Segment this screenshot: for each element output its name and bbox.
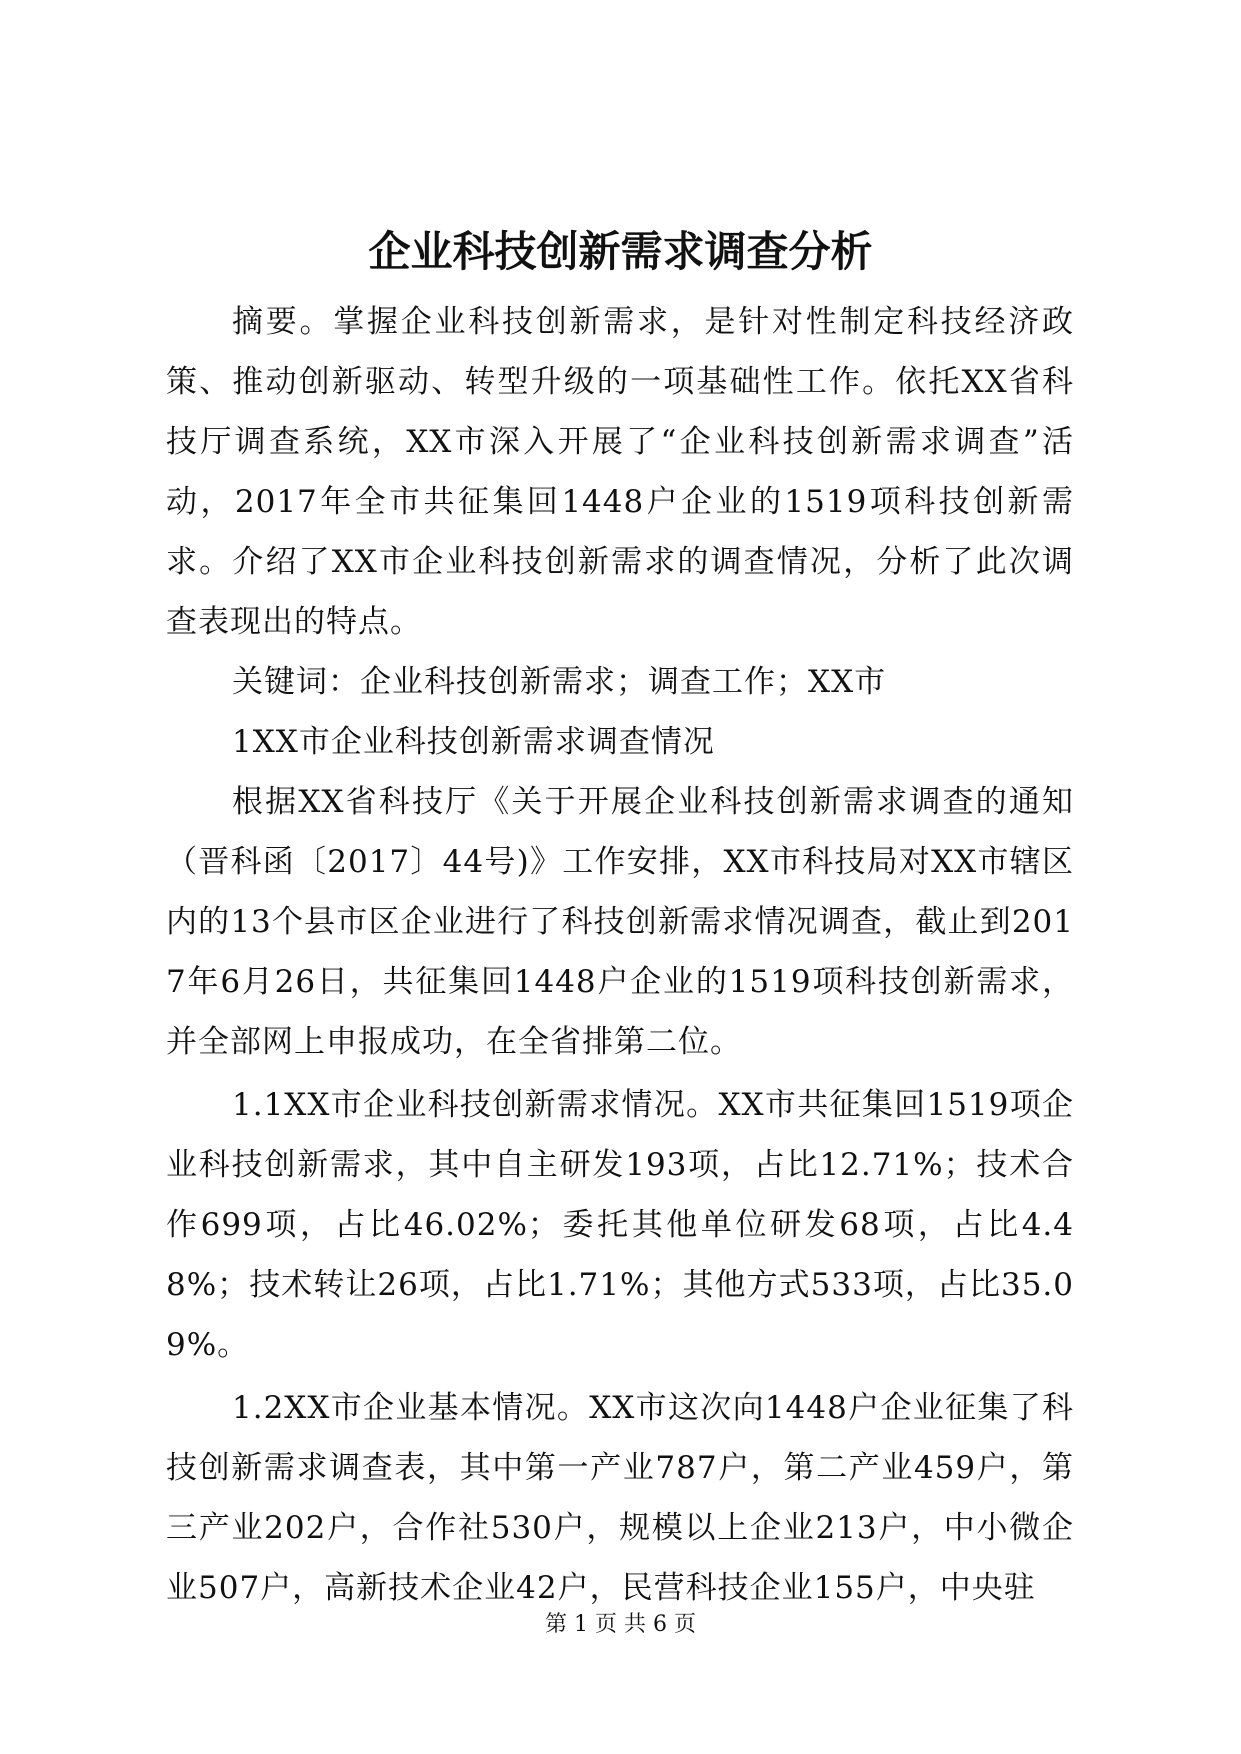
document-title: 企业科技创新需求调查分析 [368, 227, 873, 276]
body-paragraph: 根据XX省科技厅《关于开展企业科技创新需求调查的通知（晋科函〔2017〕44号)》工作安排，XX市科技局对XX市辖区内的13个县市区企业进行了科技创新需求情况调查，截止到2017年6月26日，共征集回1448户企业的1519项科技创新需求，并全部网上申报成功，在全省排第二位。 [166, 784, 1074, 1060]
keywords-paragraph: 关键词：企业科技创新需求；调查工作；XX市 [232, 664, 887, 700]
section-1-1-paragraph: 1.1XX市企业科技创新需求情况。XX市共征集回1519项企业科技创新需求，其中自主研发193项，占比12.71%；技术合作699项，占比46.02%；委托其他单位研发68项，占比4.48%；技术转让26项，占比1.71%；其他方式533项，占比35.09%。 [166, 1087, 1074, 1363]
abstract-paragraph: 摘要。掌握企业科技创新需求，是针对性制定科技经济政策、推动创新驱动、转型升级的一项基础性工作。依托XX省科技厅调查系统，XX市深入开展了“企业科技创新需求调查”活动，2017年全市共征集回1448户企业的1519项科技创新需求。介绍了XX市企业科技创新需求的调查情况，分析了此次调查表现出的特点。 [166, 304, 1074, 640]
section-1-2-paragraph: 1.2XX市企业基本情况。XX市这次向1448户企业征集了科技创新需求调查表，其中第一产业787户，第二产业459户，第三产业202户，合作社530户，规模以上企业213户，中小微企业507户，高新技术企业42户，民营科技企业155户，中央驻 [166, 1390, 1074, 1606]
document-body [166, 292, 1074, 1618]
section-heading-1: 1XX市企业科技创新需求调查情况 [232, 724, 715, 760]
page-footer: 第 1 页 共 6 页 [545, 1612, 696, 1637]
